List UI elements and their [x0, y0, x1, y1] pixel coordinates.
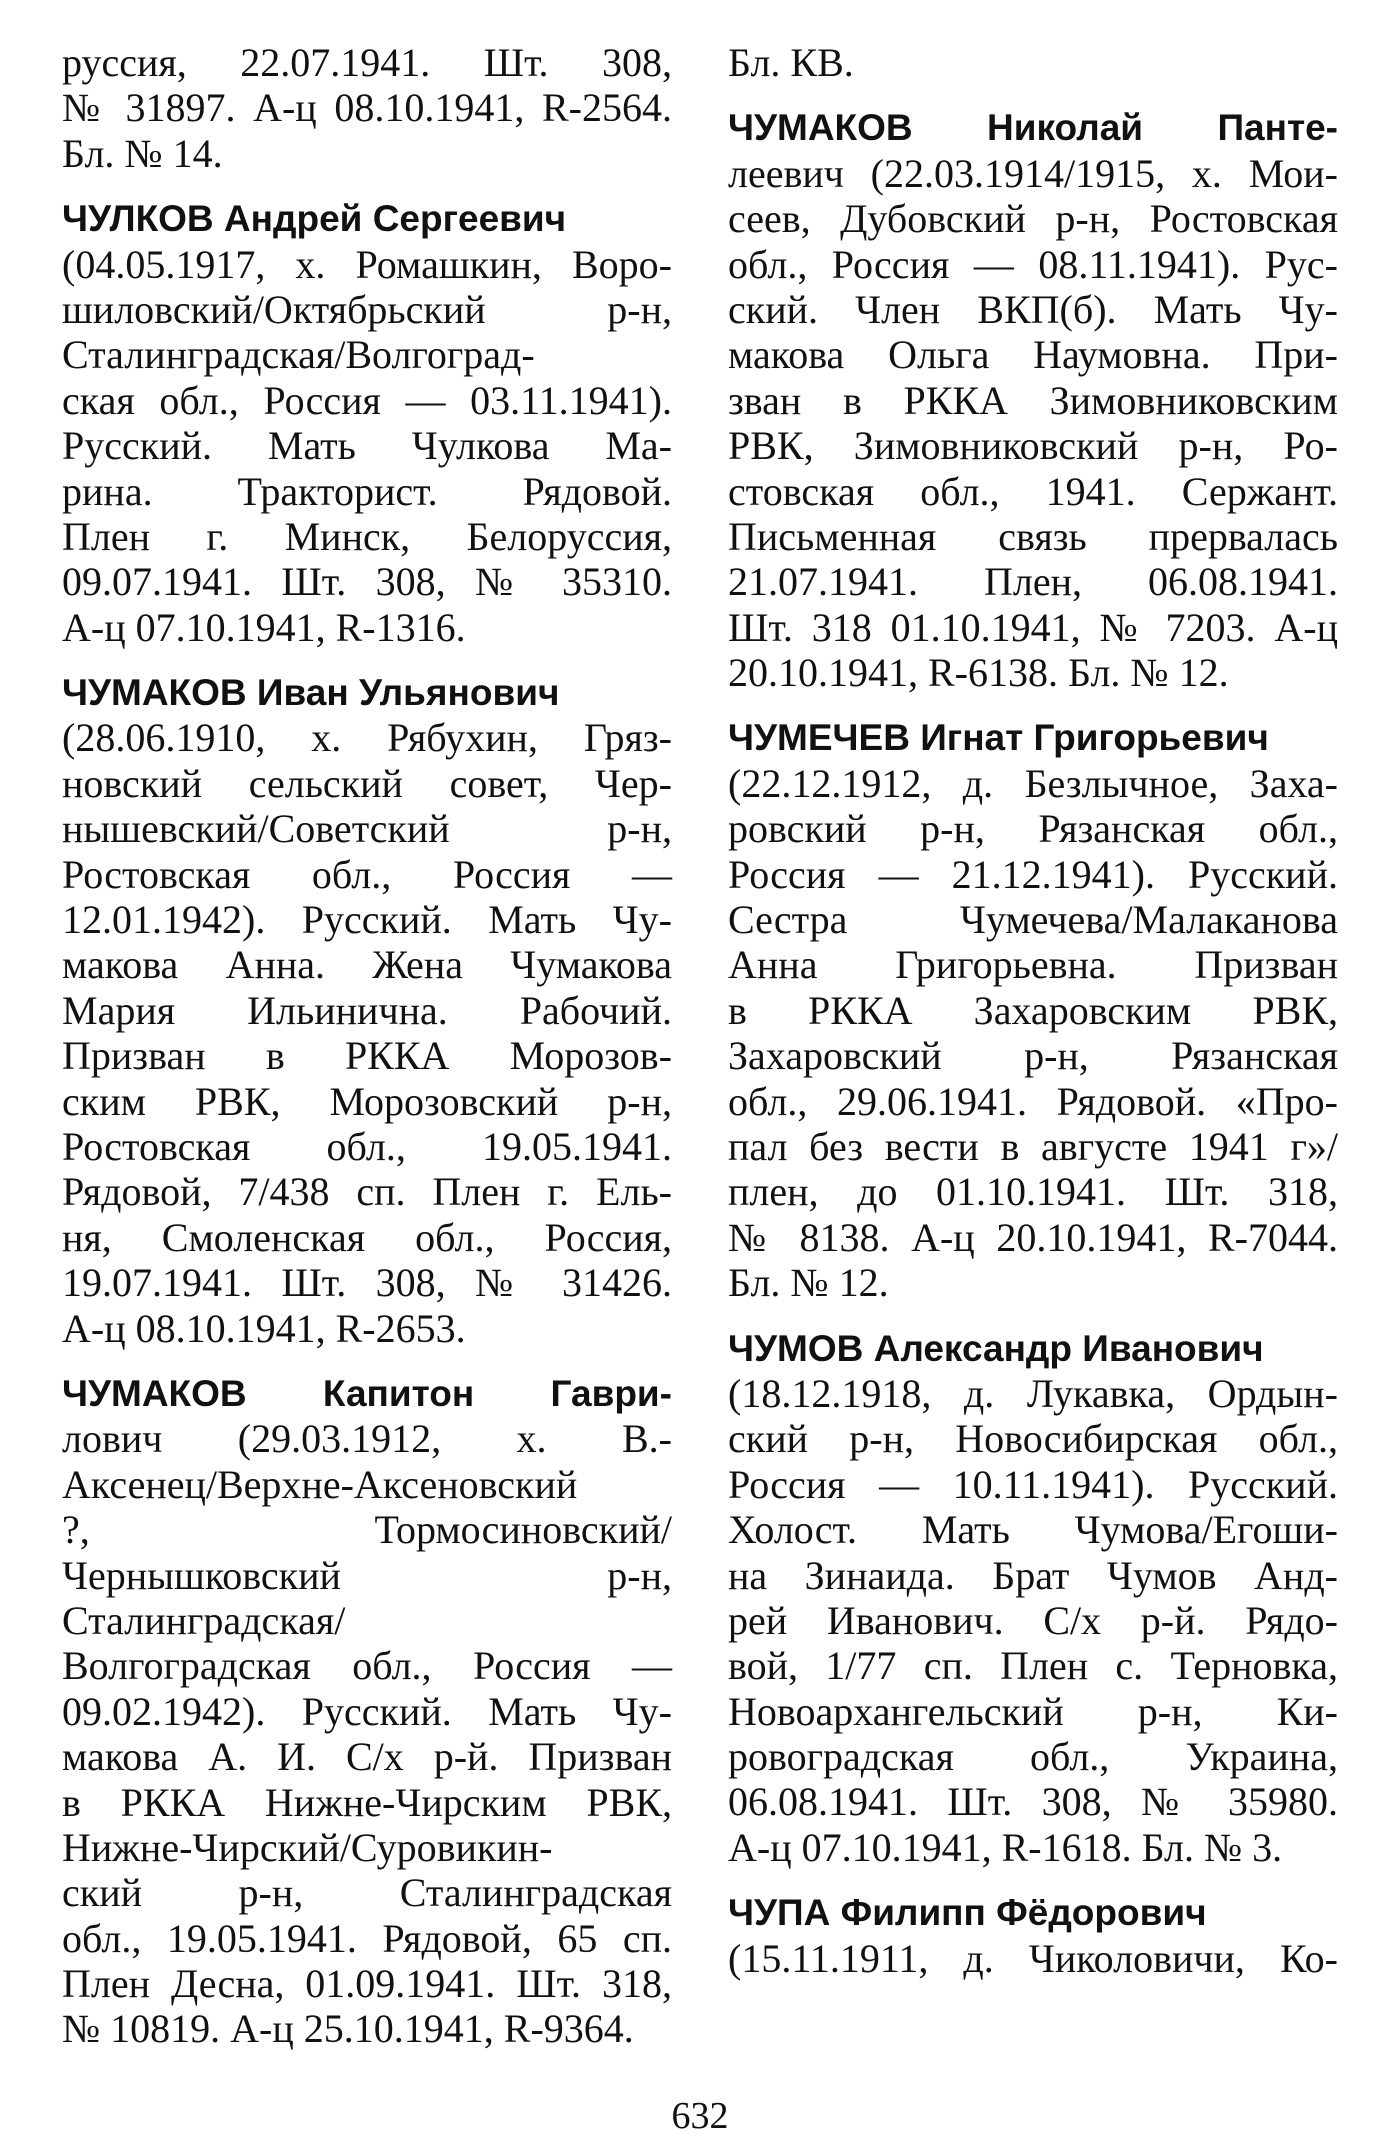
entry-name: ЧУПА Филипп Фёдорович [728, 1892, 1207, 1934]
text-line: плен, до 01.10.1941. Шт. 318, [728, 1169, 1338, 1215]
text-line: Сестра Чумечева/Малаканова [728, 897, 1338, 943]
text-line: ровский р-н, Рязанская обл., [728, 806, 1338, 852]
entry-continuation [728, 40, 1338, 85]
text-line: в РККА Нижне-Чирским РВК, [62, 1779, 672, 1825]
text-line: Аксенец/Верхне-Аксеновский [62, 1461, 578, 1507]
text-line: 19.07.1941. Шт. 308, № 31426. [62, 1260, 672, 1306]
text-line: (15.11.1911, д. Чиколовичи, Ко- [728, 1935, 1338, 1981]
text-line: рей Иванович. С/х р-й. Рядо- [728, 1597, 1338, 1643]
text-line: ня, Смоленская обл., Россия, [62, 1214, 672, 1260]
text-line: РВК, Зимовниковский р-н, Ро- [728, 423, 1338, 469]
text-line: ский р-н, Новосибирская обл., [728, 1416, 1338, 1462]
page-number: 632 [671, 2095, 729, 2137]
text-line: леевич (22.03.1914/1915, х. Мои- [728, 150, 1338, 196]
text-line: 09.02.1942). Русский. Мать Чу- [62, 1688, 672, 1734]
entry-chumakov-nikolay [728, 105, 1338, 695]
entry-name: ЧУМОВ Александр Иванович [728, 1327, 1264, 1369]
text-line: Сталинградская/Волгоград- [62, 332, 535, 378]
text-line: № 10819. А-ц 25.10.1941, R-9364. [62, 2006, 634, 2052]
text-line: ровоградская обл., Украина, [728, 1734, 1338, 1780]
text-line: Россия — 21.12.1941). Русский. [728, 851, 1338, 897]
text-line: № 8138. А-ц 20.10.1941, R-7044. [728, 1214, 1338, 1260]
entry-name: ЧУМЕЧЕВ Игнат Григорьевич [728, 717, 1269, 759]
text-line: ?, Тормосиновский/Чернышковский р-н, Сталинградская/ [62, 1507, 672, 1643]
text-line: зван в РККА Зимовниковским [728, 377, 1338, 423]
text-line: в РККА Захаровским РВК, [728, 987, 1338, 1033]
text-line: ская обл., Россия — 03.11.1941). [62, 377, 672, 423]
text-line: на Зинаида. Брат Чумов Анд- [728, 1552, 1338, 1598]
text-line: макова Анна. Жена Чумакова [62, 942, 672, 988]
text-line: новский сельский совет, Чер- [62, 760, 672, 806]
entry-chumakov-ivan [62, 670, 672, 1351]
text-line: Письменная связь прервалась [728, 513, 1338, 559]
text-line: А-ц 07.10.1941, R-1618. Бл. № 3. [728, 1824, 1283, 1870]
text-line: 20.10.1941, R-6138. Бл. № 12. [728, 650, 1229, 696]
entry-chumakov-kapiton [62, 1371, 672, 2052]
text-line: макова Ольга Наумовна. При- [728, 332, 1338, 378]
text-line: сеев, Дубовский р-н, Ростовская [728, 196, 1338, 242]
text-line: обл., 29.06.1941. Рядовой. «Про- [728, 1078, 1338, 1124]
text-line: Холост. Мать Чумова/Егоши- [728, 1507, 1338, 1553]
text-line: Россия — 10.11.1941). Русский. [728, 1461, 1338, 1507]
text-line: Мария Ильинична. Рабочий. [62, 987, 672, 1033]
entry-name: ЧУМАКОВ Иван Ульянович [62, 672, 560, 714]
text-line: обл., Россия — 08.11.1941). Рус- [728, 241, 1338, 287]
text-line: (22.12.1912, д. Безлычное, Заха- [728, 760, 1338, 806]
entry-continuation [62, 40, 672, 176]
text-line: Бл. КВ. [728, 40, 854, 85]
text-line: Плен Десна, 01.09.1941. Шт. 318, [62, 1961, 672, 2007]
text-line: ский р-н, Сталинградская [62, 1870, 672, 1916]
entry-name: ЧУМАКОВ Николай Панте- [728, 107, 1338, 149]
text-line: обл., 19.05.1941. Рядовой, 65 сп. [62, 1915, 672, 1961]
text-line: стовская обл., 1941. Сержант. [728, 468, 1338, 514]
text-line: № 31897. А-ц 08.10.1941, R-2564. [62, 85, 672, 131]
entry-name: ЧУМАКОВ Капитон Гаври- [62, 1372, 672, 1414]
text-line: Анна Григорьевна. Призван [728, 942, 1338, 988]
text-line: Плен г. Минск, Белоруссия, [62, 513, 672, 559]
text-line: вой, 1/77 сп. Плен с. Терновка, [728, 1643, 1338, 1689]
text-line: 21.07.1941. Плен, 06.08.1941. [728, 559, 1338, 605]
text-line: Ростовская обл., 19.05.1941. [62, 1123, 672, 1169]
text-line: шиловский/Октябрьский р-н, [62, 286, 672, 332]
text-line: 12.01.1942). Русский. Мать Чу- [62, 897, 672, 943]
entry-chupa-filipp [728, 1890, 1338, 1981]
text-line: ский. Член ВКП(б). Мать Чу- [728, 286, 1338, 332]
entry-chulkov-andrey [62, 196, 672, 650]
text-line: лович (29.03.1912, х. В.- [62, 1416, 672, 1462]
right-column [728, 40, 1338, 2001]
text-line: (04.05.1917, х. Ромашкин, Воро- [62, 241, 672, 287]
left-column [62, 40, 672, 2072]
text-line: ским РВК, Морозовский р-н, [62, 1078, 672, 1124]
entry-name: ЧУЛКОВ Андрей Сергеевич [62, 198, 567, 240]
text-line: 06.08.1941. Шт. 308, № 35980. [728, 1779, 1338, 1825]
text-line: пал без вести в августе 1941 г»/ [728, 1123, 1338, 1169]
text-line: Призван в РККА Морозов- [62, 1033, 672, 1079]
text-line: Ростовская обл., Россия — [62, 851, 672, 897]
text-line: Захаровский р-н, Рязанская [728, 1033, 1338, 1079]
text-line: А-ц 08.10.1941, R-2653. [62, 1305, 466, 1351]
text-line: Бл. № 14. [62, 130, 223, 176]
text-line: (28.06.1910, х. Рябухин, Гряз- [62, 715, 672, 761]
text-line: 09.07.1941. Шт. 308, № 35310. [62, 559, 672, 605]
text-line: нышевский/Советский р-н, [62, 806, 672, 852]
entry-chumov-aleksandr [728, 1326, 1338, 1871]
text-line: Новоархангельский р-н, Ки- [728, 1688, 1338, 1734]
text-line: (18.12.1918, д. Лукавка, Ордын- [728, 1370, 1338, 1416]
text-line: Волгоградская обл., Россия — [62, 1643, 672, 1689]
text-line: А-ц 07.10.1941, R-1316. [62, 604, 466, 650]
text-line: Нижне-Чирский/Суровикин- [62, 1824, 553, 1870]
text-line: Бл. № 12. [728, 1260, 889, 1306]
text-line: рина. Тракторист. Рядовой. [62, 468, 672, 514]
text-line: Шт. 318 01.10.1941, № 7203. А-ц [728, 604, 1338, 650]
text-line: руссия, 22.07.1941. Шт. 308, [62, 40, 672, 85]
text-line: макова А. И. С/х р-й. Призван [62, 1734, 672, 1780]
text-line: Рядовой, 7/438 сп. Плен г. Ель- [62, 1169, 672, 1215]
entry-chumechev-ignat [728, 715, 1338, 1305]
text-line: Русский. Мать Чулкова Ма- [62, 423, 672, 469]
